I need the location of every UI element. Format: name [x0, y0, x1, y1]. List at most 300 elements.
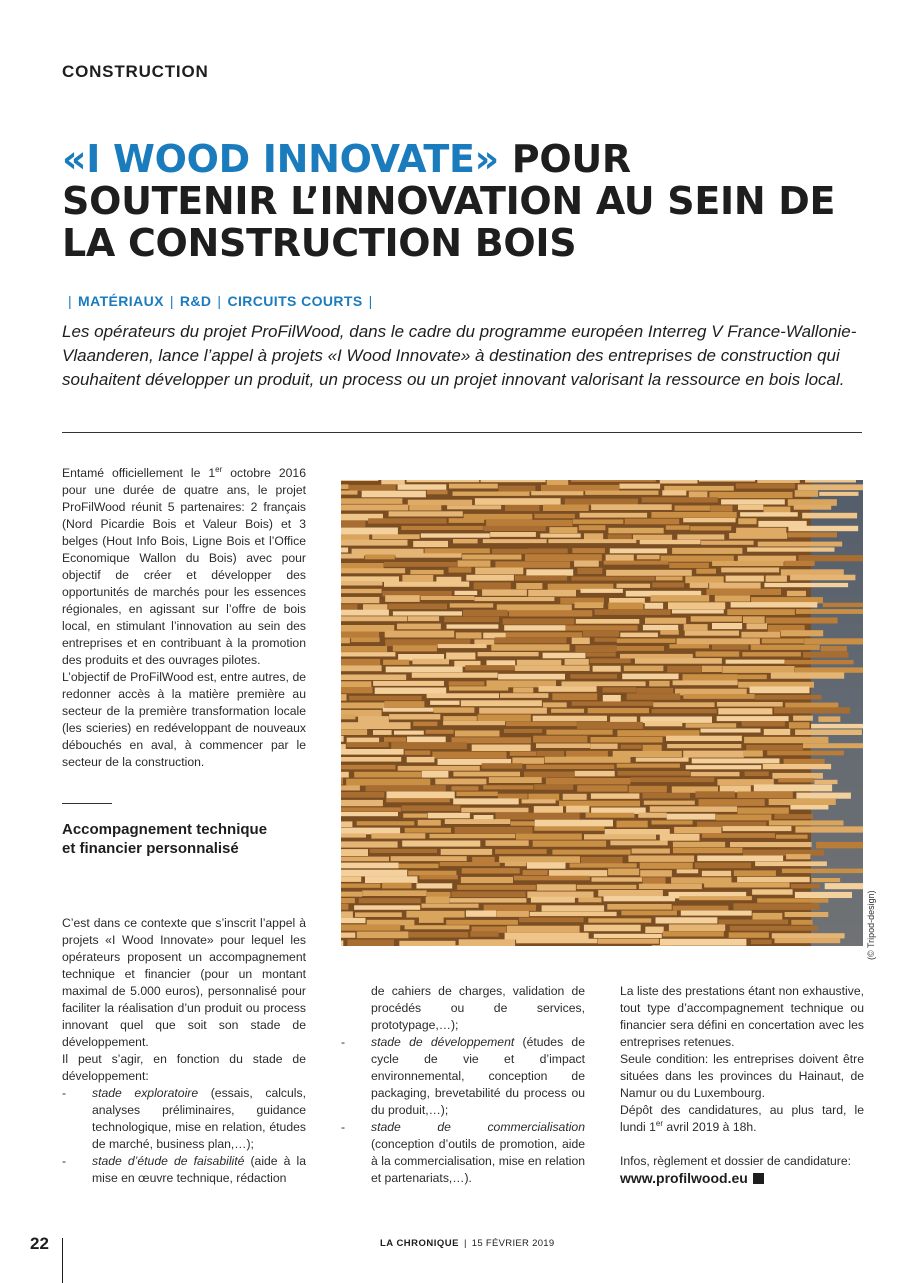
stage-name: stade d’étude de faisabilité [92, 1154, 245, 1168]
wood-slat [570, 863, 637, 867]
wood-slat [420, 875, 458, 879]
tag-separator: | [217, 293, 222, 309]
wood-slat [757, 480, 800, 483]
wood-slat [683, 751, 744, 758]
wood-slat [351, 638, 380, 643]
wood-slat [383, 708, 434, 712]
wood-slat [566, 625, 638, 630]
wood-slat [577, 568, 602, 574]
wood-slat [466, 911, 496, 917]
wood-slat [341, 646, 387, 652]
wood-slat [701, 541, 754, 545]
wood-slat [785, 660, 854, 664]
wood-slat [546, 730, 612, 735]
wood-slat [788, 532, 837, 537]
wood-slat [407, 737, 446, 743]
wood-slat [389, 511, 463, 516]
wood-slat [341, 681, 371, 688]
wood-slat [421, 596, 475, 600]
list-continuation: de cahiers de charges, validation de procédés ou de services, prototypage,…); [371, 984, 585, 1032]
wood-slat [449, 898, 526, 903]
website-link[interactable]: www.profilwood.eu [620, 1170, 748, 1186]
wood-slat [341, 610, 389, 616]
wood-slat [359, 898, 421, 903]
wood-slat [617, 584, 651, 588]
wood-slat [528, 549, 568, 554]
wood-slat [384, 701, 424, 707]
column-3 [620, 983, 864, 1188]
wood-slat [744, 750, 763, 756]
wood-slat [543, 505, 589, 512]
wood-slat [341, 729, 367, 735]
wood-slat [482, 589, 527, 595]
wood-slat [408, 871, 456, 876]
wood-slat [443, 716, 477, 721]
wood-slat [470, 931, 498, 937]
wood-slat [640, 863, 693, 869]
wood-slat [685, 631, 739, 636]
wood-slat [492, 549, 527, 554]
wood-slat [341, 918, 366, 923]
stage-detail: (aide à la mise en œuvre technique, rédaction [92, 1154, 306, 1185]
wood-slat [781, 569, 844, 575]
wood-slat [507, 926, 580, 933]
wood-slat [701, 729, 761, 733]
wood-slat [795, 892, 852, 898]
footer-separator: | [464, 1238, 467, 1249]
wood-slat [617, 821, 648, 828]
wood-slat [447, 505, 501, 509]
wood-slat [341, 528, 398, 535]
wood-slat [795, 730, 862, 736]
wood-slat [823, 603, 863, 607]
wood-slat [341, 675, 406, 681]
wood-slat [579, 525, 606, 530]
wood-slat [461, 700, 542, 706]
wood-slat [401, 526, 483, 530]
wood-slat [574, 561, 599, 567]
short-divider [62, 803, 112, 804]
wood-slat [449, 518, 484, 523]
wood-slat [586, 652, 615, 656]
wood-slat [722, 666, 794, 673]
wood-slat [483, 539, 547, 543]
wood-slat [751, 940, 772, 945]
list-dash: - [62, 1154, 67, 1168]
wood-slat [635, 658, 722, 664]
wood-slat [704, 882, 790, 887]
wood-slat [514, 876, 590, 881]
wood-slat [798, 484, 863, 490]
wood-slat [542, 905, 605, 911]
wood-slat [610, 548, 667, 553]
wood-slat [534, 514, 575, 519]
wood-slat [621, 911, 677, 916]
wood-slat [341, 884, 380, 888]
wood-slat [620, 654, 693, 659]
wood-slat [472, 745, 531, 752]
wood-slat [766, 576, 787, 582]
wood-slat [603, 695, 621, 702]
wood-slat [699, 799, 765, 806]
wood-slat [763, 764, 831, 769]
wood-slat [533, 716, 607, 722]
wood-slat [819, 492, 858, 496]
wood-slat [729, 533, 787, 539]
wood-slat [677, 869, 699, 873]
divider [62, 432, 862, 433]
wood-slat [525, 554, 602, 561]
wood-slat [737, 675, 766, 680]
wood-slat [461, 877, 513, 883]
wood-slat [673, 842, 725, 847]
wood-slat [531, 897, 575, 903]
wood-slat [527, 862, 566, 868]
wood-slat [533, 841, 606, 847]
wood-slat [784, 759, 825, 764]
wood-slat [549, 527, 577, 533]
wood-slat [677, 638, 760, 644]
wood-slat [617, 639, 676, 643]
wood-slat [341, 772, 349, 778]
wood-slat [778, 778, 814, 782]
wood-slat [401, 805, 460, 811]
wood-slat [785, 912, 829, 917]
paragraph: C’est dans ce contexte que s’inscrit l’appel à projets «I Wood Innovate» pour lequel les opérateurs proposent un accompagnement technique et financier (pour un montant maximal de 5.000 euros), personnalisé pour faciliter la réalisation d’un produit ou process innovant quel que soit son stade de développement. [62, 916, 306, 1049]
wood-slat [373, 730, 392, 735]
wood-slat [465, 665, 515, 670]
wood-slat [786, 854, 810, 859]
wood-slat [755, 861, 827, 866]
wood-slat [462, 868, 520, 873]
wood-slat [741, 632, 780, 638]
wood-slat [341, 722, 411, 729]
wood-slat [651, 595, 710, 602]
wood-slat [482, 763, 523, 769]
wood-slat [584, 925, 641, 932]
wood-slat [388, 604, 447, 610]
wood-slat [696, 651, 740, 656]
wood-slat [552, 850, 630, 855]
wood-slat [796, 793, 851, 799]
wood-slat [580, 513, 648, 518]
wood-slat [341, 812, 398, 816]
wood-slat [456, 632, 482, 638]
wood-slat [354, 772, 421, 778]
wood-slat [478, 652, 539, 656]
wood-slat [453, 772, 520, 777]
wood-slat [504, 625, 565, 630]
wood-slat [341, 604, 357, 610]
wood-slat [627, 693, 681, 699]
wood-slat [341, 933, 355, 938]
wood-slat [721, 499, 785, 504]
wood-slat [594, 934, 662, 938]
wood-slat [608, 603, 643, 610]
wood-slat [576, 619, 640, 624]
wood-slat [624, 666, 664, 671]
wood-slat [673, 680, 738, 685]
wood-slat [455, 731, 500, 737]
wood-slat [407, 757, 435, 763]
wood-slat [652, 709, 717, 713]
wood-slat [577, 785, 627, 791]
photo-credit: (© Tripod-design) [866, 890, 876, 960]
wood-slat [734, 870, 776, 876]
wood-slat [341, 540, 408, 546]
wood-slat [715, 595, 750, 601]
wood-slat [413, 541, 448, 547]
end-square-icon [753, 1173, 764, 1184]
stage-detail: (essais, calculs, analyses préliminaires, guidance technologique, mise en relation, études de marché, business plan,…); [92, 1086, 306, 1151]
wood-slat [427, 490, 448, 494]
wood-slat [384, 562, 457, 567]
wood-slat [642, 793, 690, 799]
wood-slat [731, 602, 818, 607]
wood-slat [391, 742, 467, 749]
wood-slat [751, 645, 820, 650]
wood-slat [660, 630, 679, 635]
wood-slat [717, 716, 789, 721]
superscript: er [215, 464, 223, 474]
wood-slat [637, 555, 660, 559]
list-item [62, 1153, 306, 1187]
wood-slat [651, 512, 736, 518]
list-item [62, 1085, 306, 1153]
wood-slat [362, 890, 426, 896]
section-label: CONSTRUCTION [62, 62, 209, 81]
wood-slat [745, 772, 769, 777]
wood-slat [393, 645, 437, 651]
wood-slat [524, 772, 574, 778]
wood-slat [421, 533, 490, 537]
wood-slat [673, 906, 729, 911]
wood-slat [565, 499, 638, 506]
wood-slat [686, 765, 762, 769]
wood-slat [593, 666, 621, 672]
wood-slat [341, 877, 361, 882]
wood-slat [802, 513, 857, 519]
wood-slat [547, 480, 569, 486]
wood-slat [368, 518, 447, 523]
wood-slat [393, 611, 462, 615]
wood-slat [496, 911, 529, 917]
page-number: 22 [30, 1234, 49, 1253]
wood-slat [347, 940, 394, 947]
wood-slat [341, 714, 355, 719]
wood-slat [430, 701, 459, 705]
wood-slat [412, 673, 498, 678]
stage-detail: (études de cycle de vie et d’impact environnemental, conception de packaging, brevetabilité du process ou du produit,…); [371, 1035, 585, 1117]
wood-slat [712, 645, 748, 650]
wood-slat [605, 829, 670, 835]
wood-slat [709, 492, 792, 498]
wood-slat [499, 486, 536, 492]
wood-slat [795, 490, 818, 497]
wood-slat [630, 777, 714, 782]
wood-slat [409, 505, 441, 511]
footer [380, 1238, 554, 1249]
wood-slat [563, 794, 587, 800]
wood-slat [720, 786, 751, 793]
wood-slat [737, 808, 788, 814]
wood-slat [643, 625, 678, 630]
wood-slat [398, 484, 447, 490]
wood-slat [617, 764, 680, 768]
column-1 [62, 465, 306, 771]
wood-slat [413, 722, 437, 727]
wood-slat [440, 862, 500, 866]
wood-slat [570, 674, 617, 678]
list-dash: - [62, 1086, 67, 1100]
wood-slat [669, 644, 709, 648]
wood-slat [603, 687, 636, 692]
wood-slat [354, 905, 420, 910]
wood-slat [341, 892, 362, 897]
wood-slat [581, 857, 623, 864]
wood-slat [787, 591, 806, 596]
wood-slat [685, 576, 723, 583]
wood-slat [740, 512, 798, 516]
wood-slat [812, 878, 841, 882]
wood-slat [588, 918, 651, 922]
wood-slat [479, 708, 547, 714]
wood-slat [652, 583, 684, 588]
wood-slat [497, 604, 572, 611]
wood-slat [446, 920, 518, 925]
wood-slat [584, 834, 656, 839]
wood-slat [341, 749, 404, 755]
wood-slat [650, 806, 737, 812]
wood-slat [642, 497, 718, 502]
wood-slat [604, 561, 669, 565]
wood-slat [608, 869, 639, 876]
wood-slat [341, 576, 399, 582]
wood-slat [683, 674, 738, 680]
wood-slat [620, 633, 658, 638]
wood-slat [341, 703, 384, 709]
wood-slat [692, 758, 780, 763]
wood-slat [640, 540, 701, 544]
column-1-continued [62, 915, 306, 1187]
wood-slat [341, 863, 399, 869]
tag-circuits-courts[interactable]: CIRCUITS COURTS [227, 293, 363, 309]
list-dash: - [341, 1035, 346, 1049]
text-run: avril 2019 à 18h. [663, 1120, 757, 1134]
wood-slat [595, 638, 617, 642]
wood-slat [640, 870, 672, 876]
wood-slat [684, 624, 708, 630]
wood-slat [660, 480, 698, 484]
wood-slat [686, 723, 737, 728]
wood-slat [667, 744, 741, 748]
wood-slat [546, 778, 631, 784]
wood-slat [790, 805, 828, 810]
wood-slat [536, 744, 590, 749]
wood-slat [791, 920, 812, 925]
wood-slat [666, 525, 690, 529]
wood-slat [341, 687, 373, 693]
wood-slat [341, 589, 382, 593]
title-line3: LA CONSTRUCTION BOIS [62, 221, 577, 265]
tag-materiaux[interactable]: MATÉRIAUX [78, 293, 164, 309]
wood-slat [430, 834, 516, 838]
wood-slat [402, 575, 433, 582]
wood-slat [668, 602, 725, 609]
wood-slat [690, 583, 709, 588]
wood-slat [516, 583, 542, 589]
wood-slat [449, 567, 472, 572]
wood-slat [516, 834, 582, 840]
wood-slat [577, 885, 637, 889]
wood-slat [496, 813, 580, 820]
wood-slat [541, 485, 619, 491]
wood-slat [818, 716, 840, 722]
wood-slat [418, 820, 441, 826]
wood-slat [790, 575, 855, 581]
wood-slat [717, 702, 783, 707]
wood-slat [733, 903, 819, 910]
wood-slat [537, 751, 565, 756]
wood-slat [341, 568, 405, 573]
wood-slat [396, 553, 462, 558]
wood-slat [795, 667, 863, 672]
wood-slat [455, 591, 478, 595]
wood-slat [825, 883, 863, 889]
wood-slat [662, 490, 686, 495]
wood-slat [716, 814, 772, 820]
wood-slat [505, 861, 527, 866]
wood-slat [772, 773, 823, 779]
wood-slat [519, 918, 584, 923]
wood-slat [738, 505, 763, 510]
wood-slat [526, 765, 614, 769]
title-line1-rest: POUR [498, 137, 631, 181]
wood-slat [747, 623, 768, 629]
wood-slat [449, 686, 508, 690]
wood-slat [341, 785, 360, 790]
wood-slat [750, 686, 810, 693]
wood-slats-illustration [341, 480, 863, 946]
tag-rd[interactable]: R&D [179, 293, 212, 309]
wood-slat [449, 681, 485, 685]
wood-slat [721, 568, 779, 573]
wood-slat [719, 920, 789, 925]
wood-slat [394, 731, 424, 735]
wood-slat [432, 752, 506, 759]
wood-slat [357, 932, 409, 939]
wood-slat [427, 892, 451, 897]
wood-slat [712, 561, 784, 566]
wood-slat [758, 542, 842, 547]
wood-slat [762, 639, 804, 644]
wood-slat [691, 616, 742, 622]
wood-slat [341, 821, 352, 827]
wood-slat [769, 799, 836, 805]
wood-slat [774, 814, 813, 819]
wood-slat [638, 813, 666, 818]
stage-list [62, 1085, 306, 1187]
list-dash: - [341, 1120, 346, 1134]
wood-slat [628, 856, 694, 862]
wood-slat [495, 561, 570, 567]
wood-slat [699, 480, 755, 482]
wood-slat [683, 694, 754, 699]
wood-slat [500, 693, 548, 698]
wood-slat [645, 603, 664, 609]
wood-slat [604, 896, 676, 901]
wood-slat [341, 659, 380, 665]
